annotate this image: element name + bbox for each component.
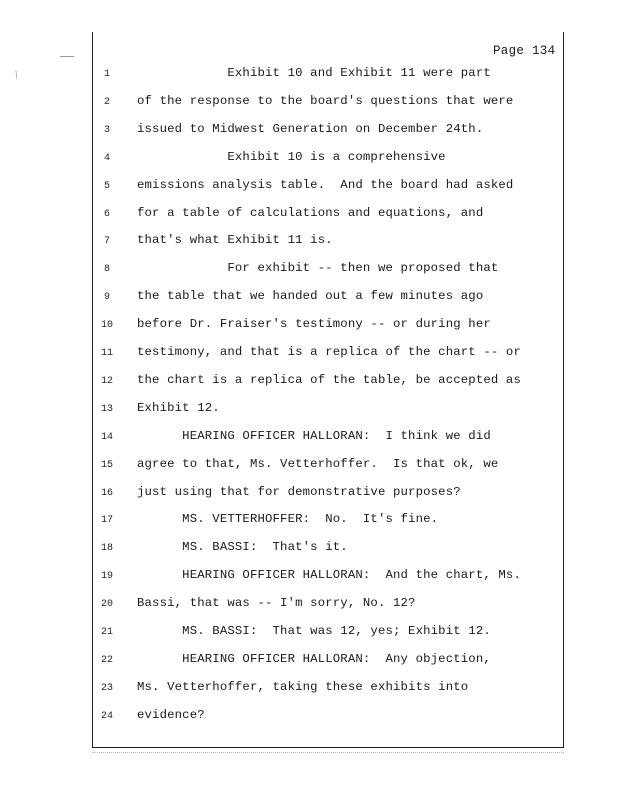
line-number: 11 <box>100 348 113 359</box>
transcript-line <box>0 485 618 505</box>
transcript-line <box>0 94 618 114</box>
transcript-line <box>0 624 618 644</box>
transcript-line <box>0 178 618 198</box>
line-text: agree to that, Ms. Vetterhoffer. Is that ok, we <box>137 456 499 471</box>
transcript-line <box>0 596 618 616</box>
line-number: 24 <box>100 710 113 722</box>
line-text: Ms. Vetterhoffer, taking these exhibits into <box>137 679 469 694</box>
line-text: Exhibit 10 is a comprehensive <box>137 149 446 164</box>
line-text: MS. BASSI: That was 12, yes; Exhibit 12. <box>137 624 491 638</box>
line-text: that's what Exhibit 11 is. <box>137 233 333 248</box>
scan-artifact: ∕ <box>11 69 24 83</box>
line-text: HEARING OFFICER HALLORAN: And the chart, Ms. <box>137 568 521 583</box>
line-text: before Dr. Fraiser's testimony -- or during her <box>137 317 491 332</box>
line-number: 17 <box>100 515 113 527</box>
line-text: just using that for demonstrative purposes? <box>137 484 461 499</box>
transcript-line <box>0 345 618 365</box>
transcript-line <box>0 568 618 588</box>
line-text: HEARING OFFICER HALLORAN: I think we did <box>137 428 491 443</box>
page-number: Page 134 <box>493 44 556 58</box>
line-text: of the response to the board's questions that were <box>137 93 514 108</box>
transcript-line <box>0 512 618 532</box>
scan-bottom-edge <box>92 752 564 754</box>
line-text: Exhibit 10 and Exhibit 11 were part <box>137 66 491 80</box>
line-number: 20 <box>100 599 113 611</box>
line-text: emissions analysis table. And the board had asked <box>137 177 514 192</box>
line-number: 12 <box>100 375 113 387</box>
line-number: 22 <box>100 654 113 666</box>
line-text: the chart is a replica of the table, be accepted as <box>137 372 521 387</box>
transcript-line <box>0 122 618 142</box>
line-number: 15 <box>100 459 113 471</box>
line-text: MS. BASSI: That's it. <box>137 540 348 555</box>
transcript-line <box>0 150 618 170</box>
transcript-line <box>0 429 618 449</box>
line-number: 4 <box>103 152 110 164</box>
transcript-line <box>0 289 618 309</box>
line-number: 10 <box>100 320 113 332</box>
line-text: for a table of calculations and equations, and <box>137 205 484 220</box>
line-text: MS. VETTERHOFFER: No. It's fine. <box>137 512 439 527</box>
line-text: Bassi, that was -- I'm sorry, No. 12? <box>137 596 416 611</box>
line-text: HEARING OFFICER HALLORAN: Any objection, <box>137 651 491 666</box>
line-text: testimony, and that is a replica of the chart -- or <box>137 345 521 359</box>
line-number: 18 <box>100 543 113 555</box>
transcript-line <box>0 540 618 560</box>
transcript-line <box>0 373 618 393</box>
transcript-line <box>0 652 618 672</box>
line-text: the table that we handed out a few minutes ago <box>137 289 484 304</box>
line-number: 13 <box>100 403 113 415</box>
line-number: 7 <box>103 236 110 248</box>
line-text: issued to Midwest Generation on December 24th. <box>137 121 484 136</box>
transcript-line <box>0 457 618 477</box>
transcript-line <box>0 206 618 226</box>
line-number: 6 <box>103 208 110 220</box>
line-number: 2 <box>103 96 110 108</box>
transcript-line <box>0 401 618 421</box>
line-number: 23 <box>100 682 113 694</box>
transcript-line <box>0 233 618 253</box>
transcript-line <box>0 261 618 281</box>
line-number: 1 <box>103 69 110 80</box>
scan-mark <box>60 56 74 57</box>
transcript-line <box>0 708 618 728</box>
line-number: 5 <box>103 180 110 192</box>
line-number: 19 <box>100 571 113 583</box>
line-number: 21 <box>100 627 113 638</box>
line-number: 8 <box>103 264 110 276</box>
line-text: Exhibit 12. <box>137 400 220 415</box>
line-number: 3 <box>103 124 110 136</box>
line-text: evidence? <box>137 707 205 722</box>
line-number: 14 <box>100 431 113 443</box>
line-number: 16 <box>100 487 113 499</box>
transcript-line <box>0 66 618 86</box>
transcript-line <box>0 680 618 700</box>
line-number: 9 <box>103 292 110 304</box>
line-text: For exhibit -- then we proposed that <box>137 261 499 276</box>
transcript-line <box>0 317 618 337</box>
